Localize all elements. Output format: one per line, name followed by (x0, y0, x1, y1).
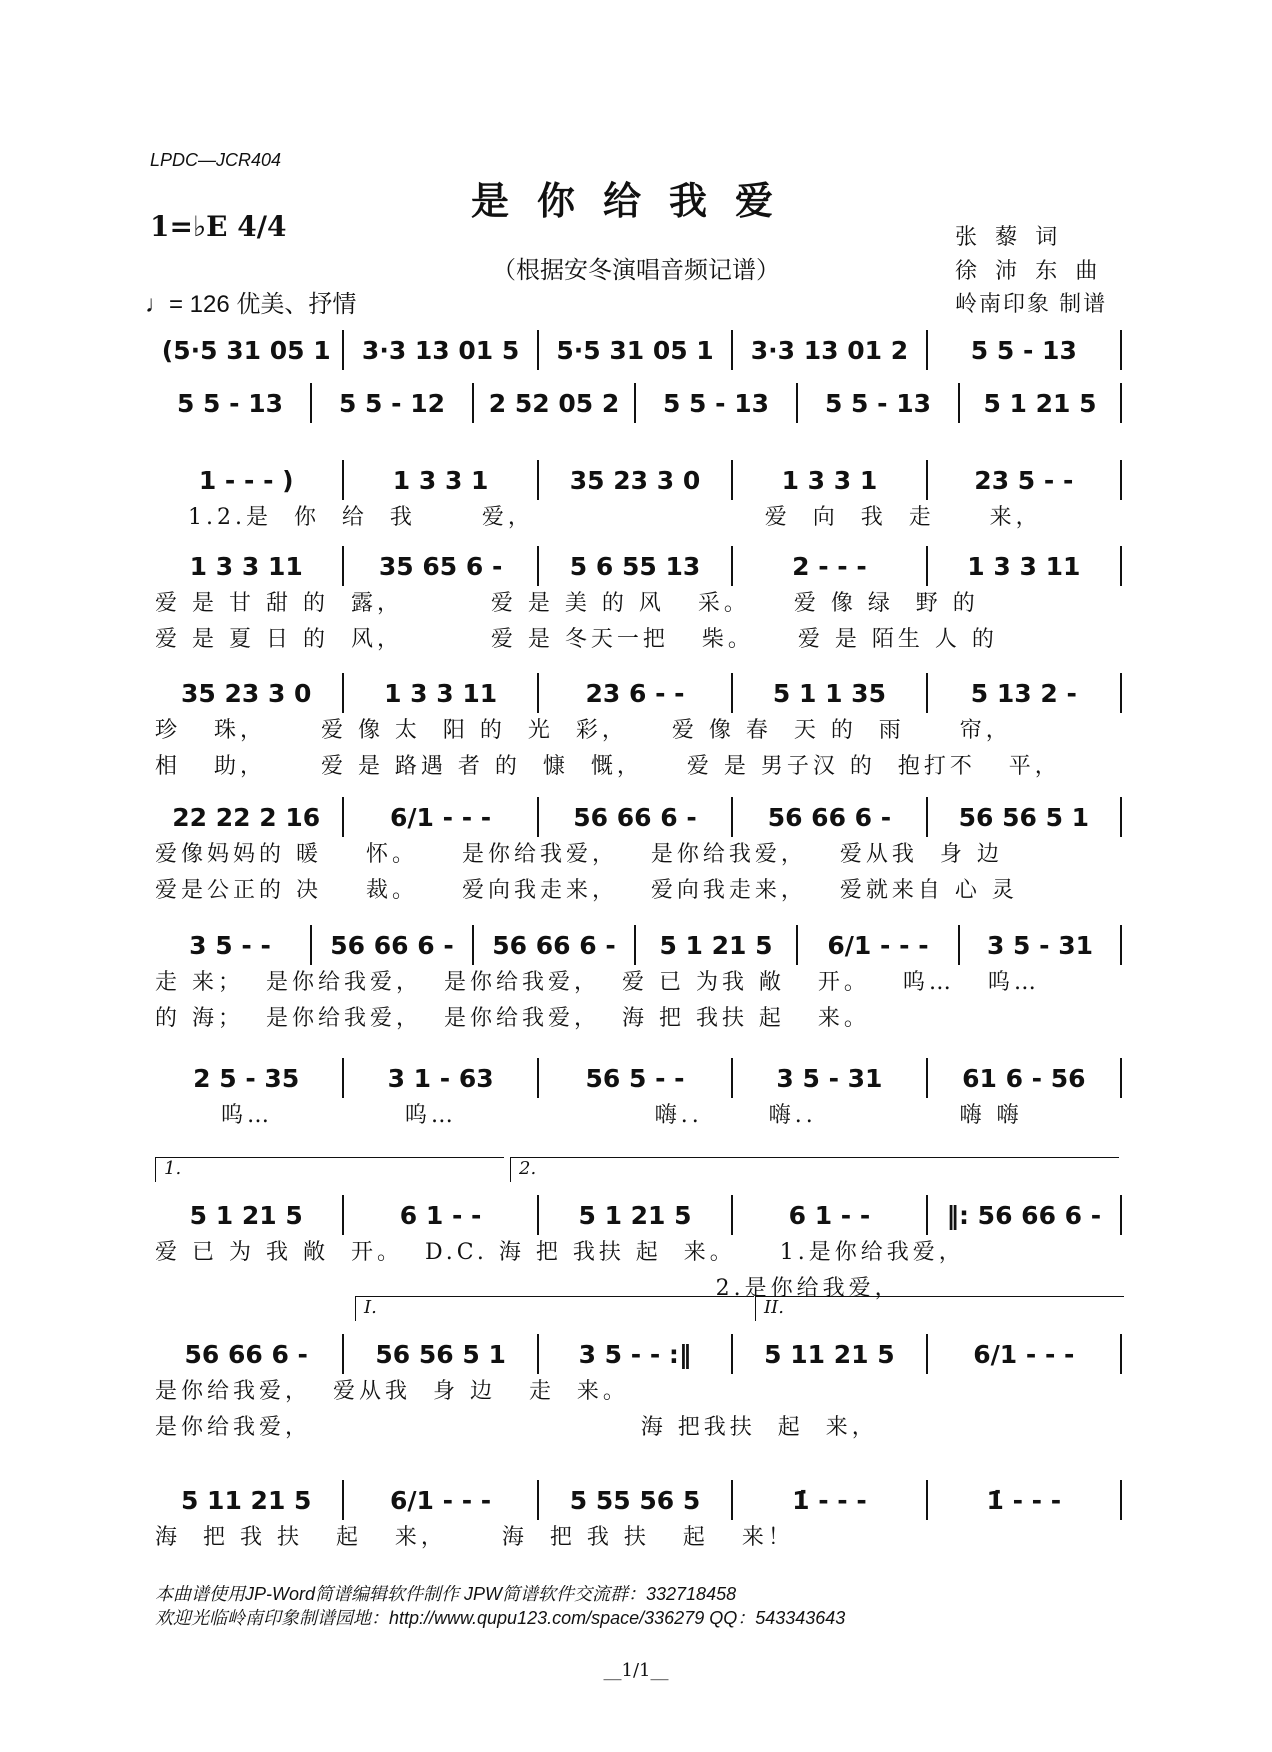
song-title: 是你给我爱 (470, 178, 801, 223)
measure: 6/1 - - - (344, 797, 538, 837)
measure: 6 1 - - (733, 1195, 927, 1235)
footer-line-2: 欢迎光临岭南印象制谱园地：http://www.qupu123.com/space/336279 QQ：543343643 (155, 1608, 846, 1628)
lyric-line: 走 来； 是你给我爱， 是你给我爱， 爱 已 为我 敞 开。 呜… 呜… (155, 970, 1040, 995)
measure: 6 1 - - (344, 1195, 538, 1235)
measure: 23 5 - - (928, 460, 1122, 500)
composer: 徐 沛 东 曲 (955, 258, 1104, 283)
measure: 22 22 2 16 (150, 797, 344, 837)
subtitle: （根据安冬演唱音频记谱） (492, 257, 780, 284)
measure: 5 5 - 13 (928, 330, 1122, 370)
key-signature: 1=♭E 4/4 (150, 210, 287, 243)
measure: ‖: 56 66 6 - (928, 1195, 1122, 1235)
staff-row (150, 1058, 1122, 1098)
measure: 6/1 - - - (798, 925, 960, 965)
measure: 2 - - - (733, 546, 927, 586)
lyric-line: 呜… 呜… 嗨.. 嗨.. 嗨 嗨 (155, 1103, 1023, 1128)
measure: 56 66 6 - (733, 797, 927, 837)
measure: 1 3 3 11 (928, 546, 1122, 586)
measure: 56 66 6 - (539, 797, 733, 837)
measure: 23 6 - - (539, 673, 733, 713)
measure: 5 5 - 13 (150, 383, 312, 423)
lyric-line: 海 把 我 扶 起 来， 海 把 我 扶 起 来！ (155, 1525, 794, 1550)
staff-row (150, 925, 1122, 965)
measure: 6/1 - - - (928, 1334, 1122, 1374)
measure: 5·5 31 05 1 (539, 330, 733, 370)
measure: 3 5 - 31 (733, 1058, 927, 1098)
measure: 5 5 - 13 (798, 383, 960, 423)
staff-row (150, 330, 1122, 370)
measure: 1 3 3 1 (344, 460, 538, 500)
lyric-line: 2.是你给我爱， (155, 1276, 901, 1301)
staff-row (150, 673, 1122, 713)
lyric-line: 爱 已 为 我 敞 开。 D.C. 海 把 我扶 起 来。 1.是你给我爱， (155, 1240, 965, 1265)
measure: 5 1 1 35 (733, 673, 927, 713)
measure: 3 5 - 31 (960, 925, 1122, 965)
lyric-line: 是你给我爱， 海 把我扶 起 来， (155, 1415, 878, 1440)
arranger: 岭南印象 制谱 (955, 291, 1108, 316)
measure: 61 6 - 56 (928, 1058, 1122, 1098)
measure: 5 1 21 5 (636, 925, 798, 965)
lyric-line: 1.2.是 你 给 我 爱， 爱 向 我 走 来， (155, 505, 1042, 530)
measure: 1 3 3 11 (344, 673, 538, 713)
measure: 5 5 - 13 (636, 383, 798, 423)
lyric-line: 爱像妈妈的 暖 怀。 是你给我爱， 是你给我爱， 爱从我 身 边 (155, 842, 1003, 867)
lyric-line: 的 海； 是你给我爱， 是你给我爱， 海 把 我扶 起 来。 (155, 1006, 870, 1031)
lyric-line: 爱 是 夏 日 的 风， 爱 是 冬天一把 柴。 爱 是 陌生 人 的 (155, 627, 998, 652)
measure: (5·5 31 05 1 (150, 330, 344, 370)
measure: 5 1 21 5 (150, 1195, 344, 1235)
measure: 1 3 3 1 (733, 460, 927, 500)
measure: 2 52 05 2 (474, 383, 636, 423)
lyricist: 张 藜 词 (955, 224, 1064, 249)
measure: 5 6 55 13 (539, 546, 733, 586)
measure: 35 65 6 - (344, 546, 538, 586)
measure: 5 55 56 5 (539, 1480, 733, 1520)
lyric-line: 珍 珠， 爱 像 太 阳 的 光 彩， 爱 像 春 天 的 雨 帘， (155, 718, 1012, 743)
measure: 35 23 3 0 (539, 460, 733, 500)
measure: 6/1 - - - (344, 1480, 538, 1520)
page-number: __1/1__ (603, 1660, 669, 1681)
staff-row (150, 1334, 1122, 1374)
volta-bracket: 1. (155, 1157, 504, 1182)
measure: 5 11 21 5 (733, 1334, 927, 1374)
staff-row (150, 383, 1122, 423)
measure: 1 3 3 11 (150, 546, 344, 586)
measure: 1 - - - ) (150, 460, 344, 500)
measure: 35 23 3 0 (150, 673, 344, 713)
measure: 56 5 - - (539, 1058, 733, 1098)
lyric-line: 是你给我爱， 爱从我 身 边 走 来。 (155, 1379, 629, 1404)
lyric-line: 相 助， 爱 是 路遇 者 的 慷 慨， 爱 是 男子汉 的 抱打不 平， (155, 754, 1061, 779)
footer-line-1: 本曲谱使用JP-Word简谱编辑软件制作 JPW简谱软件交流群：332718458 (155, 1584, 737, 1604)
measure: 3·3 13 01 5 (344, 330, 538, 370)
measure: 56 66 6 - (312, 925, 474, 965)
measure: 56 66 6 - (150, 1334, 344, 1374)
staff-row (150, 546, 1122, 586)
measure: 3·3 13 01 2 (733, 330, 927, 370)
measure: 1̇ - - - (928, 1480, 1122, 1520)
lyric-line: 爱是公正的 决 裁。 爱向我走来， 爱向我走来， 爱就来自 心 灵 (155, 878, 1018, 903)
staff-row (150, 1195, 1122, 1235)
measure: 56 56 5 1 (928, 797, 1122, 837)
staff-row (150, 460, 1122, 500)
staff-row (150, 797, 1122, 837)
lyric-line: 爱 是 甘 甜 的 露， 爱 是 美 的 风 采。 爱 像 绿 野 的 (155, 591, 979, 616)
measure: 3 1 - 63 (344, 1058, 538, 1098)
measure: 5 1 21 5 (539, 1195, 733, 1235)
measure: 5 5 - 12 (312, 383, 474, 423)
volta-bracket: II. (755, 1296, 1124, 1321)
measure: 1̇ - - - (733, 1480, 927, 1520)
measure: 5 1 21 5 (960, 383, 1122, 423)
measure: 5 13 2 - (928, 673, 1122, 713)
staff-row (150, 1480, 1122, 1520)
measure: 3 5 - - (150, 925, 312, 965)
measure: 5 11 21 5 (150, 1480, 344, 1520)
score-code: LPDC—JCR404 (150, 150, 282, 170)
volta-bracket: I. (355, 1296, 754, 1321)
tempo-marking: ♩= 126 优美、抒情 (145, 291, 357, 318)
measure: 3 5 - - :‖ (539, 1334, 733, 1374)
measure: 56 56 5 1 (344, 1334, 538, 1374)
measure: 56 66 6 - (474, 925, 636, 965)
volta-bracket: 2. (510, 1157, 1119, 1182)
measure: 2 5 - 35 (150, 1058, 344, 1098)
